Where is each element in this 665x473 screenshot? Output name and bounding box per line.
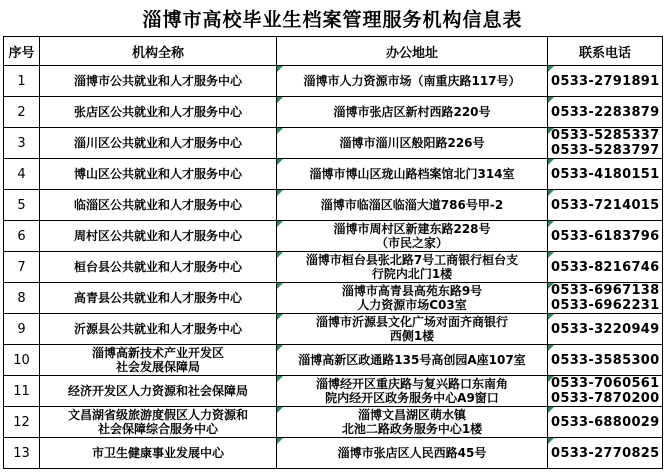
cell-addr-line: 淄博市临淄区临淄大道786号甲-2 bbox=[320, 198, 504, 212]
cell-no: 9 bbox=[4, 314, 40, 345]
cell-org-line: 文昌湖省级旅游度假区人力资源和 bbox=[67, 408, 248, 422]
cell-addr bbox=[277, 438, 548, 469]
cell-tel-line: 0533-7214015 bbox=[551, 197, 660, 213]
cell-addr bbox=[277, 128, 548, 159]
cell-addr-line: 淄博高新区政通路135号高创园A座107室 bbox=[298, 353, 526, 367]
cell-org bbox=[40, 438, 277, 469]
cell-no: 3 bbox=[4, 128, 40, 159]
cell-addr-line: 淄博市淄川区般阳路226号 bbox=[339, 136, 485, 150]
cell-no: 10 bbox=[4, 345, 40, 376]
cell-org-line: 社会保障综合服务中心 bbox=[97, 422, 218, 436]
cell-addr-line: 北池二路政务服务中心1楼 bbox=[341, 422, 483, 436]
header-org: 机构全称 bbox=[40, 37, 277, 66]
cell-tel-line: 0533-8216746 bbox=[551, 259, 660, 275]
cell-org-line: 桓台县公共就业和人才服务中心 bbox=[73, 260, 242, 274]
cell-tel bbox=[548, 221, 663, 252]
cell-addr bbox=[277, 345, 548, 376]
cell-org bbox=[40, 97, 277, 128]
cell-addr-line: 淄博市周村区新建东路228号 bbox=[333, 222, 491, 236]
cell-no: 12 bbox=[4, 407, 40, 438]
cell-org-line: 淄博高新技术产业开发区 bbox=[91, 346, 224, 360]
page-title: 淄博市高校毕业生档案管理服务机构信息表 bbox=[142, 8, 523, 31]
table-row bbox=[4, 283, 663, 314]
cell-no: 2 bbox=[4, 97, 40, 128]
cell-org-line: 经济开发区人力资源和社会保障局 bbox=[67, 384, 248, 398]
cell-tel bbox=[548, 407, 663, 438]
cell-no: 11 bbox=[4, 376, 40, 407]
table-row bbox=[4, 159, 663, 190]
cell-tel bbox=[548, 128, 663, 159]
cell-no: 1 bbox=[4, 66, 40, 97]
cell-tel-line: 0533-2770825 bbox=[551, 445, 660, 461]
table-row bbox=[4, 407, 663, 438]
header-tel: 联系电话 bbox=[548, 37, 663, 66]
cell-org bbox=[40, 159, 277, 190]
cell-addr-line: 淄博市桓台县张北路7号工商银行桓台支 bbox=[305, 253, 519, 267]
header-no: 序号 bbox=[4, 37, 40, 66]
cell-addr bbox=[277, 314, 548, 345]
table-row bbox=[4, 66, 663, 97]
cell-org bbox=[40, 376, 277, 407]
cell-tel-line: 0533-4180151 bbox=[551, 166, 660, 182]
cell-tel-line: 0533-2283879 bbox=[551, 104, 660, 120]
cell-addr bbox=[277, 97, 548, 128]
table-row bbox=[4, 190, 663, 221]
cell-tel bbox=[548, 190, 663, 221]
cell-org-line: 周村区公共就业和人才服务中心 bbox=[73, 229, 242, 243]
cell-no: 13 bbox=[4, 438, 40, 469]
cell-org bbox=[40, 345, 277, 376]
cell-no: 4 bbox=[4, 159, 40, 190]
cell-org bbox=[40, 252, 277, 283]
cell-org-line: 淄博市公共就业和人才服务中心 bbox=[73, 74, 242, 88]
table-row bbox=[4, 128, 663, 159]
cell-tel-line: 0533-6183796 bbox=[551, 228, 660, 244]
cell-tel bbox=[548, 283, 663, 314]
table-row bbox=[4, 221, 663, 252]
cell-org bbox=[40, 190, 277, 221]
cell-no: 6 bbox=[4, 221, 40, 252]
cell-tel-line: 0533-6962231 bbox=[551, 298, 660, 313]
cell-no: 8 bbox=[4, 283, 40, 314]
cell-addr-line: 人力资源市场C03室 bbox=[357, 298, 467, 312]
cell-tel-line: 0533-2791891 bbox=[551, 73, 660, 89]
cell-tel-line: 0533-7870200 bbox=[551, 391, 660, 406]
cell-no: 5 bbox=[4, 190, 40, 221]
cell-tel bbox=[548, 66, 663, 97]
table-row bbox=[4, 97, 663, 128]
cell-tel-line: 0533-6880029 bbox=[551, 414, 660, 430]
cell-org bbox=[40, 407, 277, 438]
cell-addr-line: 西侧1楼 bbox=[389, 329, 435, 343]
cell-addr-line: 行院内北门1楼 bbox=[371, 267, 453, 281]
cell-tel bbox=[548, 159, 663, 190]
table-header-row bbox=[4, 37, 663, 66]
cell-org-line: 沂源县公共就业和人才服务中心 bbox=[73, 322, 242, 336]
cell-addr bbox=[277, 407, 548, 438]
cell-addr-line: 淄博文昌湖区萌水镇 bbox=[357, 408, 466, 422]
cell-tel bbox=[548, 345, 663, 376]
table-body bbox=[4, 66, 663, 469]
cell-addr-line: （市民之家） bbox=[375, 236, 448, 250]
cell-tel bbox=[548, 314, 663, 345]
cell-addr bbox=[277, 190, 548, 221]
cell-org bbox=[40, 66, 277, 97]
cell-org bbox=[40, 221, 277, 252]
cell-addr-line: 淄博市张店区新村西路220号 bbox=[333, 105, 491, 119]
info-table bbox=[3, 36, 663, 469]
cell-tel-line: 0533-6967138 bbox=[551, 283, 660, 298]
cell-org-line: 社会发展保障局 bbox=[115, 360, 200, 374]
cell-no: 7 bbox=[4, 252, 40, 283]
cell-tel bbox=[548, 376, 663, 407]
table-row bbox=[4, 345, 663, 376]
cell-tel-line: 0533-3220949 bbox=[551, 321, 660, 337]
table-row bbox=[4, 314, 663, 345]
table-row bbox=[4, 376, 663, 407]
cell-tel bbox=[548, 438, 663, 469]
table-row bbox=[4, 438, 663, 469]
cell-org-line: 张店区公共就业和人才服务中心 bbox=[73, 105, 242, 119]
cell-addr bbox=[277, 66, 548, 97]
cell-tel-line: 0533-5285337 bbox=[551, 128, 660, 143]
cell-org bbox=[40, 128, 277, 159]
table-row bbox=[4, 252, 663, 283]
cell-addr-line: 淄博市沂源县文化广场对面齐商银行 bbox=[315, 315, 508, 329]
cell-addr-line: 淄博经开区重庆路与复兴路口东南角 bbox=[315, 377, 508, 391]
cell-addr bbox=[277, 221, 548, 252]
header-addr: 办公地址 bbox=[277, 37, 548, 66]
cell-addr bbox=[277, 252, 548, 283]
cell-addr-line: 淄博市人力资源市场（南重庆路117号） bbox=[303, 74, 521, 88]
cell-addr-line: 院内经开区政务服务中心A9窗口 bbox=[325, 391, 499, 405]
cell-tel bbox=[548, 97, 663, 128]
cell-org-line: 博山区公共就业和人才服务中心 bbox=[73, 167, 242, 181]
cell-tel-line: 0533-7060561 bbox=[551, 376, 660, 391]
cell-addr bbox=[277, 159, 548, 190]
cell-addr-line: 淄博市高青县高苑东路9号 bbox=[341, 284, 483, 298]
cell-addr bbox=[277, 283, 548, 314]
cell-addr bbox=[277, 376, 548, 407]
cell-tel-line: 0533-3585300 bbox=[551, 352, 660, 368]
cell-org-line: 市卫生健康事业发展中心 bbox=[91, 446, 224, 460]
cell-org-line: 高青县公共就业和人才服务中心 bbox=[73, 291, 242, 305]
cell-addr-line: 淄博市博山区珑山路档案馆北门314室 bbox=[309, 167, 515, 181]
cell-org-line: 临淄区公共就业和人才服务中心 bbox=[73, 198, 242, 212]
cell-org bbox=[40, 314, 277, 345]
cell-org-line: 淄川区公共就业和人才服务中心 bbox=[73, 136, 242, 150]
cell-addr-line: 淄博市张店区人民西路45号 bbox=[337, 446, 487, 460]
cell-org bbox=[40, 283, 277, 314]
cell-tel bbox=[548, 252, 663, 283]
cell-tel-line: 0533-5283797 bbox=[551, 143, 660, 158]
